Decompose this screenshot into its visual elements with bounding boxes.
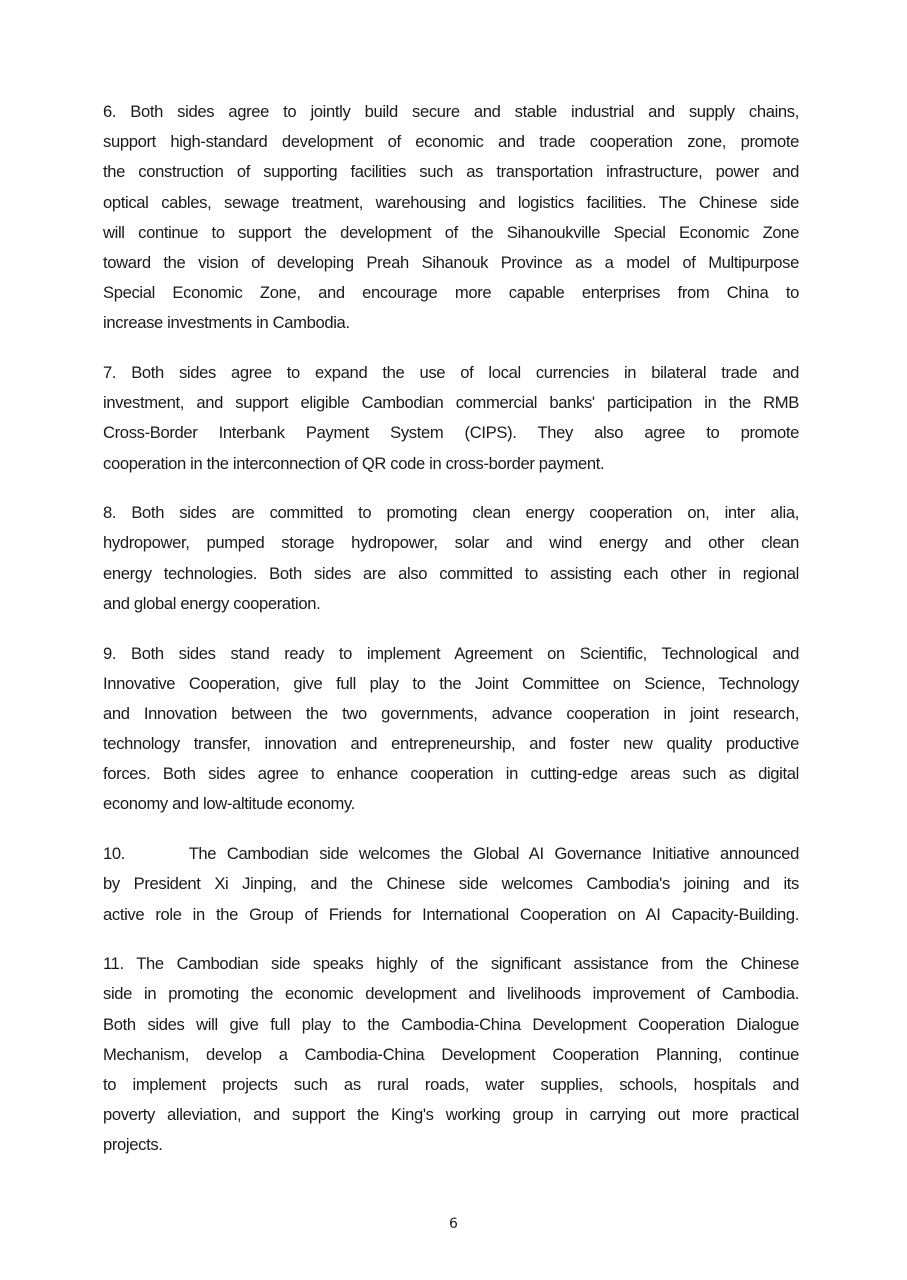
text-line: and global energy cooperation. <box>103 593 321 613</box>
text-line: active role in the Group of Friends for International Cooperation on AI Capacity-Building. <box>103 904 799 924</box>
paragraph-text <box>103 97 799 339</box>
text-line: 11. The Cambodian side speaks highly of the significant assistance from the Chinese <box>103 954 799 974</box>
text-line: investment, and support eligible Cambodian commercial banks' participation in the RMB <box>103 393 799 413</box>
text-line: toward the vision of developing Preah Sihanouk Province as a model of Multipurpose <box>103 252 799 272</box>
text-line: 7. Both sides agree to expand the use of local currencies in bilateral trade and <box>103 363 799 382</box>
text-line: and Innovation between the two governments, advance cooperation in joint research, <box>103 703 799 723</box>
paragraph-10 <box>103 839 799 930</box>
paragraph-text <box>103 839 799 930</box>
text-line: the construction of supporting facilities such as transportation infrastructure, power and <box>103 162 799 182</box>
paragraph-text <box>103 358 799 479</box>
text-line: cooperation in the interconnection of QR code in cross-border payment. <box>103 453 605 473</box>
text-line: to implement projects such as rural roads, water supplies, schools, hospitals and <box>103 1074 799 1094</box>
paragraph-text <box>103 639 799 820</box>
paragraph-9 <box>103 639 799 820</box>
text-line: economy and low-altitude economy. <box>103 794 355 814</box>
text-line: poverty alleviation, and support the King's working group in carrying out more practical <box>103 1105 799 1125</box>
text-line: by President Xi Jinping, and the Chinese side welcomes Cambodia's joining and its <box>103 874 799 894</box>
text-line: technology transfer, innovation and entrepreneurship, and foster new quality productive <box>103 734 799 754</box>
document-body <box>103 97 799 1180</box>
paragraph-11 <box>103 949 799 1160</box>
text-line: increase investments in Cambodia. <box>103 313 350 333</box>
paragraph-text <box>103 498 799 619</box>
page-number: 6 <box>449 1216 458 1232</box>
paragraph-8 <box>103 498 799 619</box>
text-line: Mechanism, develop a Cambodia-China Development Cooperation Planning, continue <box>103 1044 799 1064</box>
text-line: optical cables, sewage treatment, warehousing and logistics facilities. The Chinese side <box>103 192 799 212</box>
text-line: 9. Both sides stand ready to implement Agreement on Scientific, Technological and <box>103 643 799 663</box>
text-line: 6. Both sides agree to jointly build secure and stable industrial and supply chains, <box>103 102 799 121</box>
paragraph-7 <box>103 358 799 479</box>
paragraph-6 <box>103 97 799 339</box>
text-line: 10. The Cambodian side welcomes the Global AI Governance Initiative announced <box>103 844 799 864</box>
text-line: 8. Both sides are committed to promoting clean energy cooperation on, inter alia, <box>103 503 799 523</box>
text-line: side in promoting the economic development and livelihoods improvement of Cambodia. <box>103 984 799 1004</box>
text-line: projects. <box>103 1135 163 1155</box>
text-line: Both sides will give full play to the Cambodia-China Development Cooperation Dialogue <box>103 1014 799 1034</box>
text-line: forces. Both sides agree to enhance cooperation in cutting-edge areas such as digital <box>103 764 799 784</box>
text-line: Special Economic Zone, and encourage more capable enterprises from China to <box>103 283 799 303</box>
text-line: hydropower, pumped storage hydropower, solar and wind energy and other clean <box>103 533 799 553</box>
text-line: support high-standard development of economic and trade cooperation zone, promote <box>103 132 799 152</box>
paragraph-text <box>103 949 799 1160</box>
text-line: Innovative Cooperation, give full play to the Joint Committee on Science, Technology <box>103 673 799 693</box>
text-line: will continue to support the development of the Sihanoukville Special Economic Zone <box>103 222 799 242</box>
text-line: Cross-Border Interbank Payment System (CIPS). They also agree to promote <box>103 423 799 443</box>
text-line: energy technologies. Both sides are also committed to assisting each other in regional <box>103 563 799 583</box>
